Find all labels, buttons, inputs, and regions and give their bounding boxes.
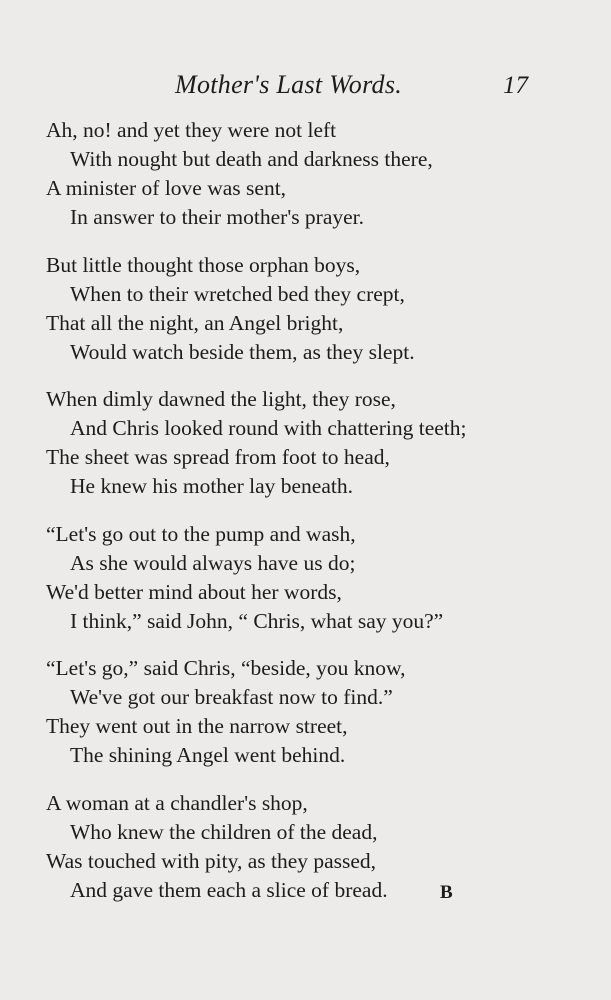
poem-line: “Let's go,” said Chris, “beside, you know, bbox=[46, 656, 406, 680]
stanza bbox=[46, 520, 606, 636]
poem-line: As she would always have us do; bbox=[70, 550, 356, 575]
poem-line: I think,” said John, “ Chris, what say you?” bbox=[70, 608, 444, 633]
poem-line: The sheet was spread from foot to head, bbox=[46, 445, 390, 469]
stanza bbox=[46, 385, 606, 501]
poem-line: In answer to their mother's prayer. bbox=[70, 205, 365, 229]
poem-line: Was touched with pity, as they passed, bbox=[46, 848, 377, 873]
stanza bbox=[46, 654, 606, 770]
poem-line: When to their wretched bed they crept, bbox=[70, 281, 405, 306]
poem-line: We've got our breakfast now to find.” bbox=[70, 685, 393, 709]
running-title: Mother's Last Words. bbox=[175, 70, 403, 99]
page-number: 17 bbox=[503, 72, 528, 99]
poem-line: “Let's go out to the pump and wash, bbox=[46, 521, 356, 546]
poem-line: The shining Angel went behind. bbox=[70, 743, 346, 767]
poem-line: But little thought those orphan boys, bbox=[46, 252, 361, 277]
poem-line: They went out in the narrow street, bbox=[46, 714, 348, 738]
poem-line: A minister of love was sent, bbox=[46, 176, 287, 200]
stanza bbox=[46, 789, 606, 905]
poem-line: And Chris looked round with chattering teeth; bbox=[70, 416, 467, 440]
signature-mark: B bbox=[440, 882, 453, 903]
poem-line: That all the night, an Angel bright, bbox=[46, 310, 344, 335]
page-header bbox=[0, 70, 611, 104]
poem-line: Would watch beside them, as they slept. bbox=[70, 339, 415, 364]
poem-line: With nought but death and darkness there, bbox=[70, 147, 433, 171]
poem-line: Who knew the children of the dead, bbox=[70, 819, 378, 844]
poem-line: Ah, no! and yet they were not left bbox=[46, 118, 337, 142]
stanza bbox=[46, 116, 606, 232]
poem-line: He knew his mother lay beneath. bbox=[70, 474, 353, 498]
poem-body bbox=[46, 116, 606, 923]
poem-line: We'd better mind about her words, bbox=[46, 579, 342, 604]
stanza bbox=[46, 251, 606, 367]
poem-line: And gave them each a slice of bread. bbox=[70, 877, 388, 902]
poem-line: When dimly dawned the light, they rose, bbox=[46, 387, 396, 411]
poem-line: A woman at a chandler's shop, bbox=[46, 790, 308, 815]
